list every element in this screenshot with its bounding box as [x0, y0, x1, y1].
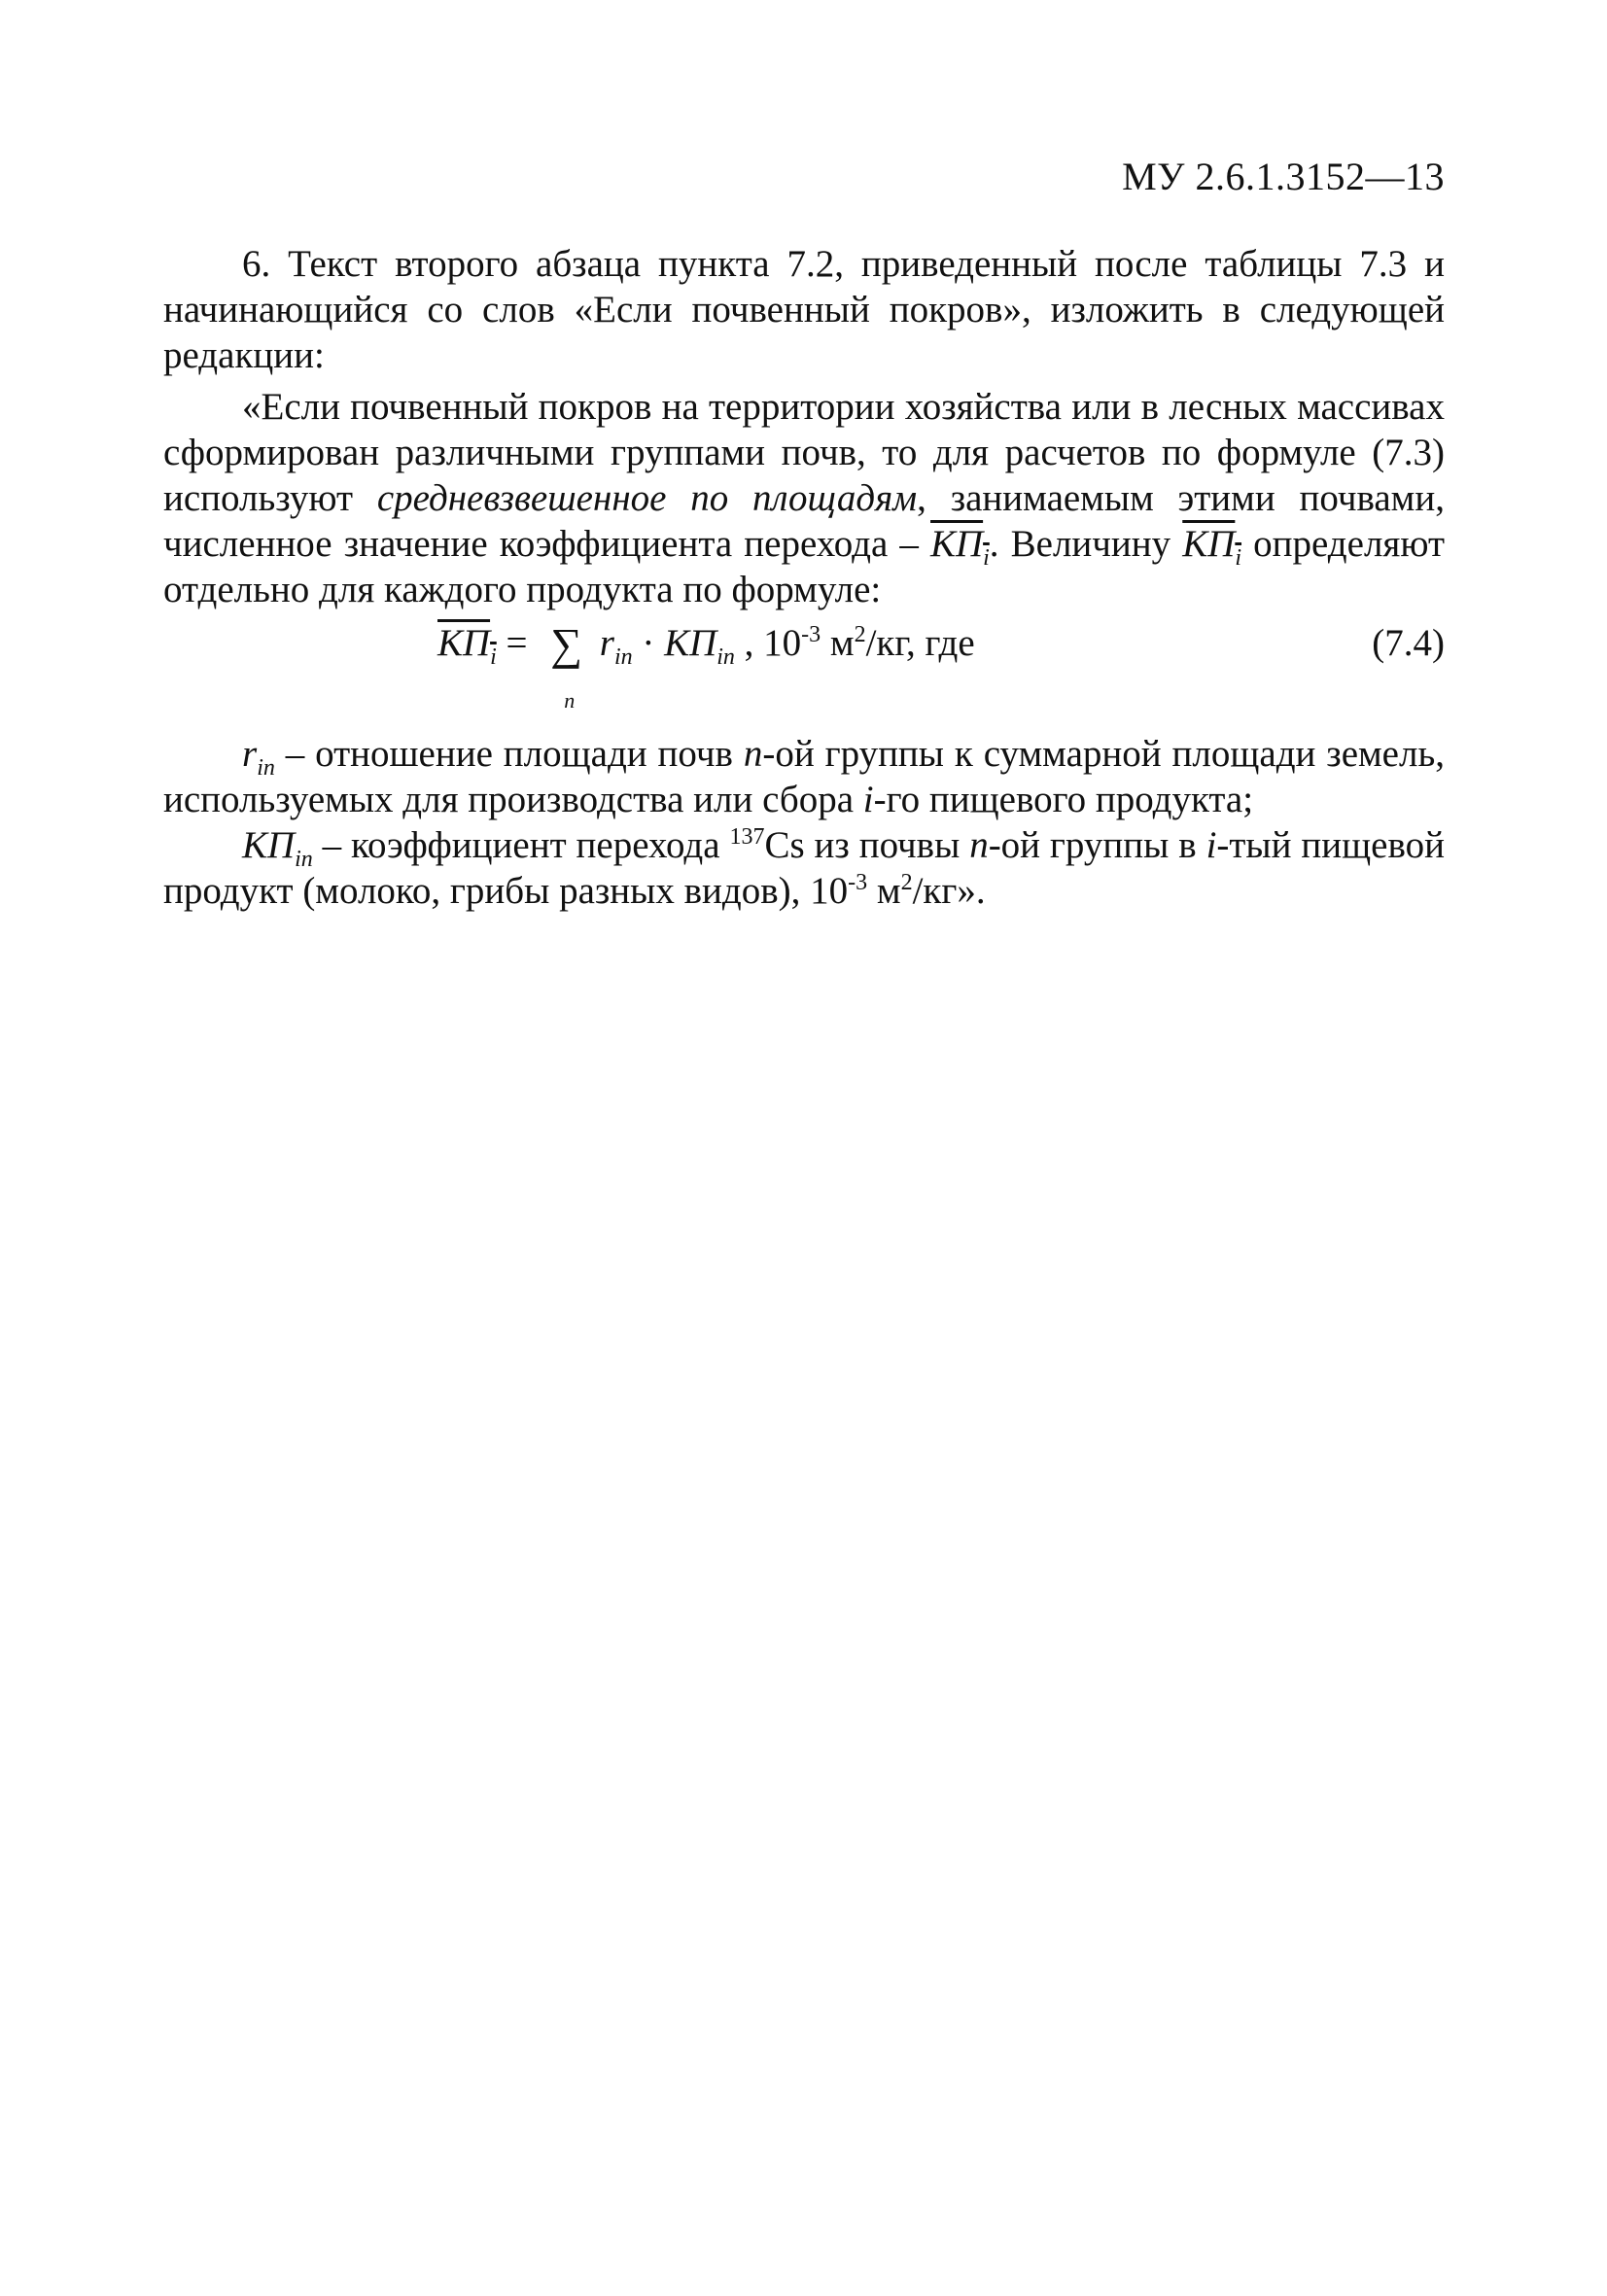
kp-subscript: i — [983, 544, 990, 571]
formula-lhs — [437, 622, 497, 670]
units-where: /кг, где — [865, 622, 975, 664]
kp-letters: КП — [664, 622, 717, 664]
kp-subscript: in — [295, 846, 313, 872]
quoted-paragraph — [163, 384, 1445, 612]
def-kp-text-4: -тый пищевой продукт (молоко, грибы разных видов), 10 — [163, 824, 1446, 912]
def-kp-n: n — [969, 824, 989, 866]
def-kp-text-3: -ой группы в — [988, 824, 1206, 866]
sum-index: n — [564, 688, 576, 713]
units-exponent: -3 — [801, 622, 821, 647]
quote-emphasis: средневзвешенное по площадям — [376, 477, 918, 519]
equation-number: (7.4) — [1372, 622, 1445, 664]
kp-letters: КП — [1182, 523, 1236, 565]
quote-text-1: «Если почвенный покров на территории хозяйства или в лесных массивах сформирован различными группами почв, то для расчетов по формуле (7.3) используют — [163, 386, 1445, 519]
kp-in-subscript: in — [716, 644, 735, 670]
formula-expression — [437, 619, 975, 713]
kp-symbol — [242, 824, 313, 872]
isotope-mass: 137 — [729, 824, 765, 850]
definition-r — [163, 731, 1445, 822]
def-r-text-1: – отношение площади почв — [274, 733, 744, 775]
kp-mean-symbol-2 — [1182, 523, 1242, 571]
def-kp-i: i — [1205, 824, 1217, 866]
units-text: , 10 — [744, 622, 802, 664]
formula-7-4 — [163, 616, 1445, 725]
definitions — [163, 731, 1445, 914]
quote-text-3: . Величину — [989, 523, 1183, 565]
def-r-text-2: -ой группы к суммарной площади земель, используемых для производства или сбора — [163, 733, 1445, 820]
def-kp-text-5: м — [867, 870, 901, 912]
kp-mean-symbol-1 — [930, 523, 990, 571]
r-letter: r — [599, 622, 614, 664]
r-letter: r — [242, 733, 258, 775]
def-kp-text-6: /кг». — [912, 870, 986, 912]
r-symbol — [242, 733, 275, 781]
units-square: 2 — [854, 622, 866, 647]
formula-units — [745, 622, 975, 664]
document-code: МУ 2.6.1.3152—13 — [1122, 155, 1445, 198]
def-kp-text-1: – коэффициент перехода — [312, 824, 730, 866]
element-symbol: Cs — [764, 824, 805, 866]
sigma-glyph: ∑ — [550, 619, 583, 669]
r-subscript: in — [257, 754, 275, 781]
kp-letters: КП — [242, 824, 296, 866]
definition-kp — [163, 822, 1445, 914]
quote-text-4: определяют отдельно для каждого продукта по формуле: — [163, 523, 1446, 610]
equals-sign: = — [506, 622, 528, 664]
kp-subscript: i — [490, 644, 497, 670]
r-in-term — [599, 622, 633, 670]
def-r-text-3: -го пищевого продукта; — [873, 779, 1254, 820]
def-kp-exponent: -3 — [848, 870, 868, 895]
item-6-paragraph: 6. Текст второго абзаца пункта 7.2, приведенный после таблицы 7.3 и начинающийся со слов «Если почвенный покров», изложить в следующей редакции: — [163, 243, 1445, 376]
def-kp-text-2: из почвы — [804, 824, 970, 866]
kp-in-term — [664, 622, 735, 670]
document-body — [163, 241, 1445, 914]
def-r-i: i — [862, 779, 874, 820]
kp-subscript: i — [1235, 544, 1242, 571]
kp-letters: КП — [930, 523, 984, 565]
kp-letters: КП — [437, 622, 491, 664]
quote-text-2: , занимаемым этими почвами, численное значение коэффициента перехода – — [163, 477, 1445, 565]
def-kp-square: 2 — [900, 870, 913, 895]
def-r-n: n — [743, 733, 763, 775]
multiply-dot: · — [642, 622, 655, 664]
r-subscript: in — [613, 644, 633, 670]
sum-symbol — [550, 619, 583, 713]
units-tail: м — [821, 622, 855, 664]
